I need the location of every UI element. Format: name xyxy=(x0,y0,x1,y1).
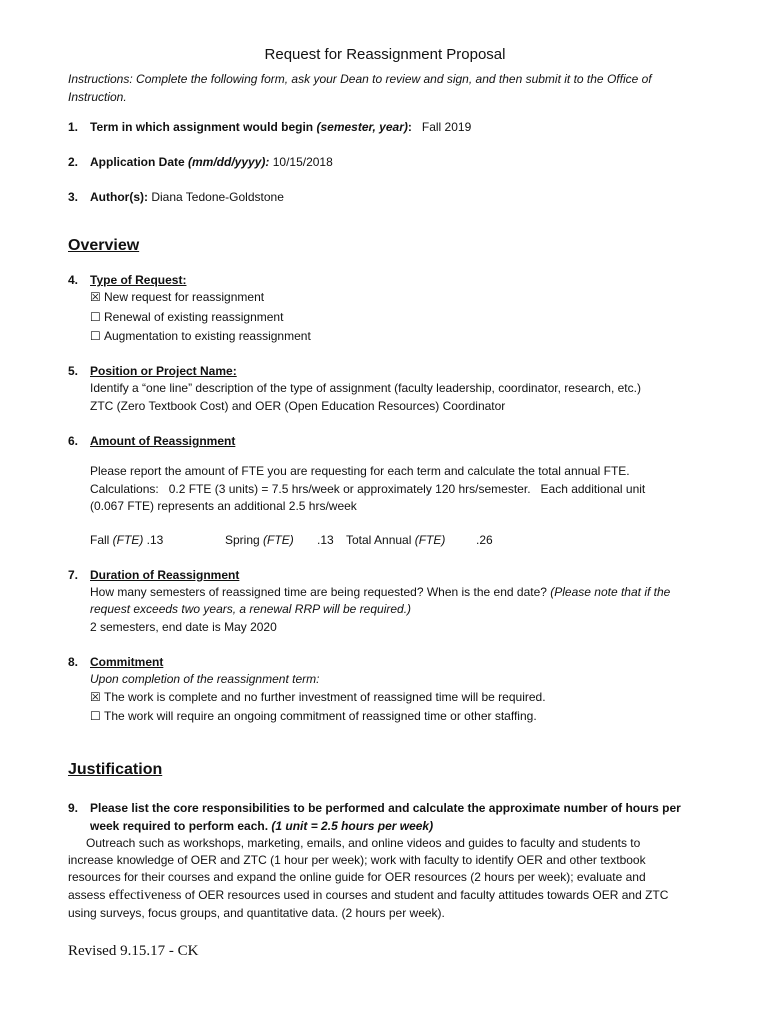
q4-option-new[interactable] xyxy=(90,288,264,306)
overview-heading: Overview xyxy=(68,237,140,254)
q5-label: Position or Project Name: xyxy=(90,364,237,378)
q9-body-1: Outreach such as workshops, marketing, emails, and online videos and guides to faculty and students to xyxy=(86,836,641,850)
fte-spring-value: .13 xyxy=(317,533,334,547)
q4-option-augmentation[interactable] xyxy=(90,327,311,345)
fte-fall-hint: (FTE) xyxy=(112,533,144,547)
q7-question: How many semesters of reassigned time are being requested? When is the end date? xyxy=(90,585,551,599)
q4-option-renewal[interactable] xyxy=(90,308,283,326)
q9-body-5: using surveys, focus groups, and quantitative data. (2 hours per week). xyxy=(68,906,445,920)
q4-option-text: Renewal of existing reassignment xyxy=(104,310,284,324)
q9-line-2 xyxy=(90,817,433,835)
q5-number: 5. xyxy=(68,364,79,378)
q3-number: 3. xyxy=(68,190,79,204)
q7-line-1 xyxy=(90,583,670,601)
q9-body-4 xyxy=(68,886,668,905)
q8-number: 8. xyxy=(68,655,79,669)
q6-line-3: (0.067 FTE) represents an additional 2.5 hrs/week xyxy=(90,499,357,513)
q9-body-4-pre: assess xyxy=(68,888,109,902)
q1-hint: (semester, year) xyxy=(316,120,408,134)
fte-fall-value: .13 xyxy=(146,533,164,547)
q7-number: 7. xyxy=(68,568,79,582)
q2-hint: (mm/dd/yyyy): xyxy=(188,155,270,169)
q9-body-4-post: of OER resources used in courses and student and faculty attitudes towards OER and ZTC xyxy=(181,888,669,902)
q1-colon: : xyxy=(407,120,412,134)
checkbox-checked-icon: ☒ xyxy=(90,690,101,704)
q5-value: ZTC (Zero Textbook Cost) and OER (Open Education Resources) Coordinator xyxy=(90,399,506,413)
q8-option-text: The work will require an ongoing commitment of reassigned time or other staffing. xyxy=(104,709,537,723)
question-6 xyxy=(68,432,235,450)
q9-body-2: increase knowledge of OER and ZTC (1 hour per week); work with faculty to identify OER and other textbook xyxy=(68,853,646,867)
fte-total xyxy=(346,531,445,549)
justification-heading: Justification xyxy=(68,761,163,778)
question-3 xyxy=(68,188,284,206)
checkbox-unchecked-icon: ☐ xyxy=(90,329,101,343)
q7-value: 2 semesters, end date is May 2020 xyxy=(90,620,277,634)
q8-option-complete[interactable] xyxy=(90,688,546,706)
checkbox-checked-icon: ☒ xyxy=(90,290,101,304)
q9-unit-note: (1 unit = 2.5 hours per week) xyxy=(271,819,434,833)
q9-number: 9. xyxy=(68,801,79,815)
fte-spring-label: Spring xyxy=(225,533,264,547)
q1-value: Fall 2019 xyxy=(421,120,472,134)
q7-line-2: request exceeds two years, a renewal RRP will be required.) xyxy=(90,602,412,616)
q7-label: Duration of Reassignment xyxy=(90,568,240,582)
q3-label: Author(s): xyxy=(90,190,148,204)
question-4 xyxy=(68,271,186,289)
revision-footer: Revised 9.15.17 - CK xyxy=(68,943,199,959)
fte-spring-hint: (FTE) xyxy=(263,533,294,547)
question-7 xyxy=(68,566,239,584)
q1-label: Term in which assignment would begin xyxy=(90,120,317,134)
q2-label: Application Date xyxy=(90,155,189,169)
fte-total-label: Total Annual xyxy=(346,533,415,547)
q8-option-ongoing[interactable] xyxy=(90,707,537,725)
q4-number: 4. xyxy=(68,273,79,287)
q8-subtitle: Upon completion of the reassignment term: xyxy=(90,672,320,686)
q4-option-text: New request for reassignment xyxy=(104,290,265,304)
question-8 xyxy=(68,653,163,671)
question-5 xyxy=(68,362,237,380)
q7-note: (Please note that if the xyxy=(550,585,671,599)
checkbox-unchecked-icon: ☐ xyxy=(90,709,101,723)
q6-line-1: Please report the amount of FTE you are requesting for each term and calculate the total annual FTE. xyxy=(90,464,630,478)
question-9 xyxy=(68,799,681,817)
q6-number: 6. xyxy=(68,434,79,448)
question-1 xyxy=(68,118,471,136)
instructions-line-1: Instructions: Complete the following form, ask your Dean to review and sign, and then submit it to the Office of xyxy=(68,72,652,86)
question-2 xyxy=(68,153,333,171)
q8-label: Commitment xyxy=(90,655,164,669)
fte-fall-label: Fall xyxy=(90,533,113,547)
q8-option-text: The work is complete and no further investment of reassigned time will be required. xyxy=(104,690,546,704)
checkbox-unchecked-icon: ☐ xyxy=(90,310,101,324)
q9-body-3: resources for their courses and expand the online guide for OER resources (2 hours per week); evaluate and xyxy=(68,870,646,884)
q6-label: Amount of Reassignment xyxy=(90,434,236,448)
q4-label: Type of Request: xyxy=(90,273,187,287)
fte-fall xyxy=(90,531,163,549)
q9-body-4-emph: effectiveness xyxy=(108,888,182,903)
q5-description: Identify a “one line” description of the type of assignment (faculty leadership, coordinator, research, etc.) xyxy=(90,381,641,395)
instructions-line-2: Instruction. xyxy=(68,90,127,104)
q4-option-text: Augmentation to existing reassignment xyxy=(104,329,311,343)
q3-value: Diana Tedone-Goldstone xyxy=(151,190,284,204)
q2-value: 10/15/2018 xyxy=(272,155,333,169)
page-title: Request for Reassignment Proposal xyxy=(264,46,506,63)
fte-total-value: .26 xyxy=(476,533,493,547)
fte-spring xyxy=(225,531,294,549)
q9-line-1: Please list the core responsibilities to be performed and calculate the approximate number of hours per xyxy=(90,801,681,815)
fte-total-hint: (FTE) xyxy=(414,533,446,547)
q1-number: 1. xyxy=(68,120,79,134)
q6-line-2: Calculations: 0.2 FTE (3 units) = 7.5 hrs/week or approximately 120 hrs/semester. Each additional unit xyxy=(90,482,646,496)
q2-number: 2. xyxy=(68,155,79,169)
q9-line-2-text: week required to perform each. xyxy=(90,819,272,833)
